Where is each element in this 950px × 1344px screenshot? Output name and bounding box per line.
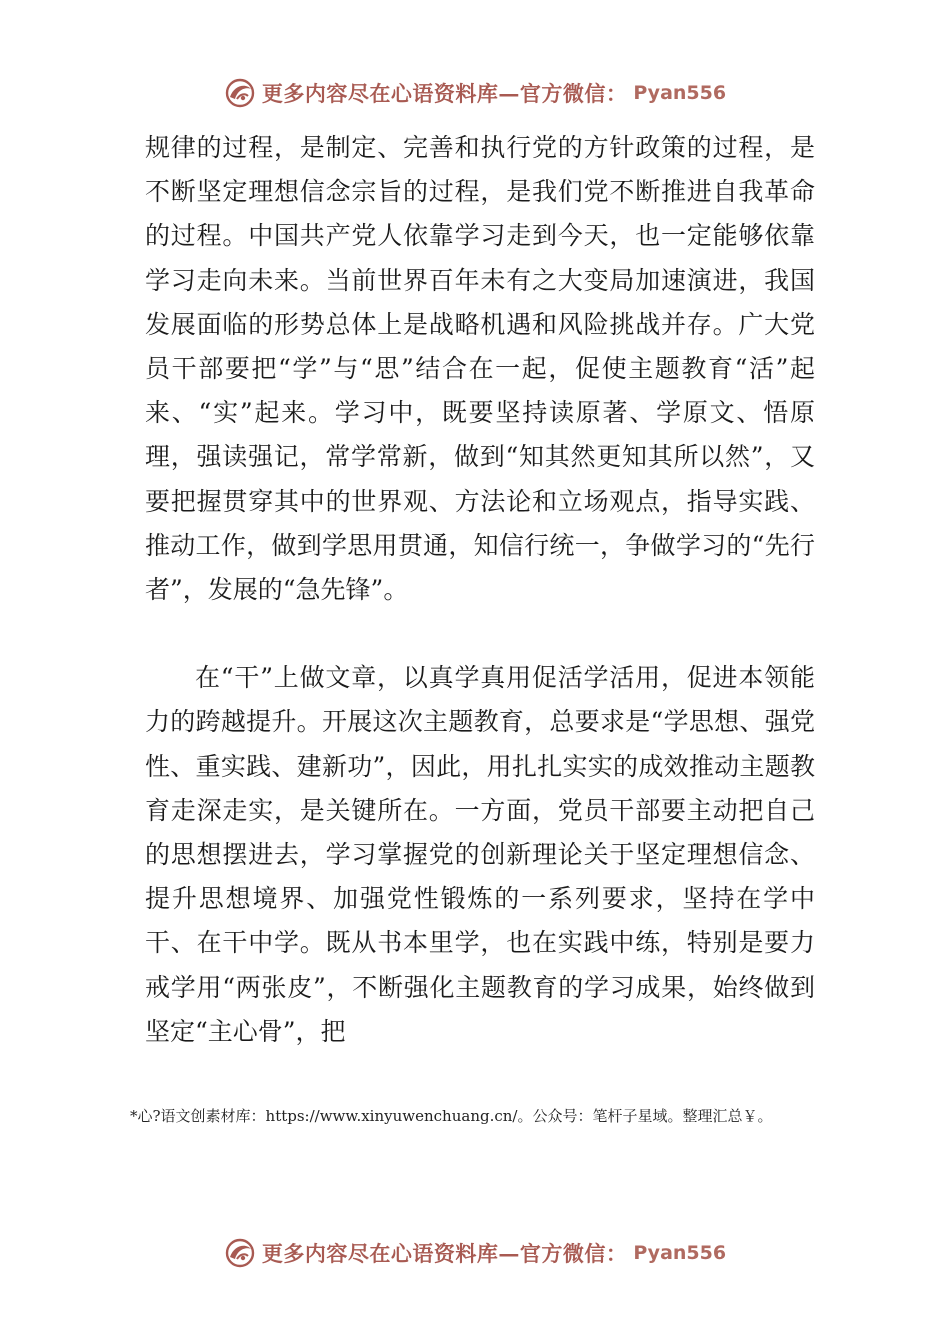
banner-wechat-id: Pyan556 (633, 82, 727, 104)
header-banner (0, 73, 950, 113)
paragraph-2: 在“干”上做文章，以真学真用促活学活用，促进本领能力的跨越提升。开展这次主题教育，总要求是“学思想、强党性、重实践、建新功”，因此，用扎扎实实的成效推动主题教育走深走实，是关键所在。一方面，党员干部要主动把自己的思想摆进去，学习掌握党的创新理论关于坚定理想信念、提升思想境界、加强党性锻炼的一系列要求，坚持在学中干、在干中学。既从书本里学，也在实践中练，特别是要力戒学用“两张皮”，不断强化主题教育的学习成果，始终做到坚定“主心骨”，把 (145, 663, 815, 1046)
banner-text: 更多内容尽在心语资料库—官方微信： (261, 1241, 628, 1266)
document-body (145, 126, 815, 1054)
paragraph-1: 规律的过程，是制定、完善和执行党的方针政策的过程，是不断坚定理想信念宗旨的过程，是我们党不断推进自我革命的过程。中国共产党人依靠学习走到今天，也一定能够依靠学习走向未来。当前世界百年未有之大变局加速演进，我国发展面临的形势总体上是战略机遇和风险挑战并存。广大党员干部要把“学”与“思”结合在一起，促使主题教育“活”起来、“实”起来。学习中，既要坚持读原著、学原文、悟原理，强读强记，常学常新，做到“知其然更知其所以然”，又要把握贯穿其中的世界观、方法论和立场观点，指导实践、推动工作，做到学思用贯通，知信行统一，争做学习的“先行者”，发展的“急先锋”。 (145, 133, 815, 605)
banner-text: 更多内容尽在心语资料库—官方微信： (261, 81, 628, 106)
banner-wechat-id: Pyan556 (633, 1242, 727, 1264)
footer-banner (0, 1233, 950, 1273)
swirl-logo-icon (224, 77, 256, 109)
footnote: *心?语文创素材库：https://www.xinyuwenchuang.cn/。公众号：笔杆子星域。整理汇总￥。 (130, 1107, 773, 1125)
swirl-logo-icon (224, 1237, 256, 1269)
